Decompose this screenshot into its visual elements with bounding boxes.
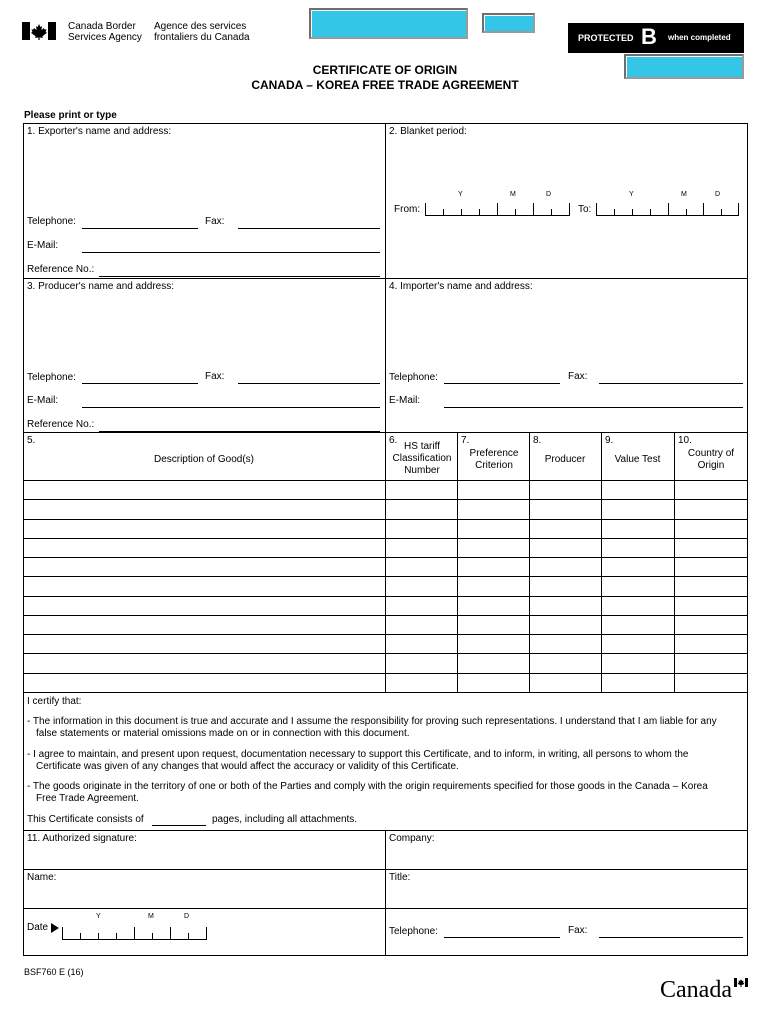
blanket-to-date-field[interactable]	[596, 191, 739, 217]
certify-item3-line2: Free Trade Agreement.	[36, 793, 139, 804]
exporter-fax-label: Fax:	[205, 216, 225, 227]
importer-telephone-field[interactable]	[444, 383, 560, 384]
print-form-button[interactable]	[482, 13, 535, 33]
col10-header: Country of Origin	[687, 448, 735, 471]
table-row[interactable]	[23, 499, 748, 500]
producer-email-label: E-Mail:	[27, 395, 59, 406]
authorized-signature-label: 11. Authorized signature:	[27, 833, 137, 844]
producer-telephone-label: Telephone:	[27, 372, 76, 383]
table-row[interactable]	[23, 480, 748, 481]
importer-fax-field[interactable]	[599, 383, 743, 384]
exporter-fax-field[interactable]	[238, 228, 380, 229]
blanket-from-date-field[interactable]	[425, 191, 570, 217]
pages-prefix: This Certificate consists of	[27, 814, 144, 825]
exporter-reference-label: Reference No.:	[27, 264, 95, 275]
sig-y-label: Y	[96, 913, 101, 920]
to-y-label: Y	[629, 191, 634, 198]
exporter-email-label: E-Mail:	[27, 240, 59, 251]
title-label: Title:	[389, 872, 411, 883]
exporter-label: 1. Exporter's name and address:	[27, 126, 172, 137]
table-row[interactable]	[23, 538, 748, 539]
exporter-reference-field[interactable]	[99, 276, 380, 277]
table-row[interactable]	[23, 596, 748, 597]
col9-number: 9.	[605, 435, 614, 446]
agency-name-en-line1: Canada Border	[68, 21, 136, 32]
col9-header: Value Test	[614, 454, 661, 465]
signer-telephone-label: Telephone:	[389, 926, 438, 937]
col7-number: 7.	[461, 435, 470, 446]
producer-email-field[interactable]	[82, 407, 380, 408]
exporter-telephone-label: Telephone:	[27, 216, 76, 227]
blanket-to-label: To:	[578, 204, 592, 215]
canada-flag-icon	[22, 22, 56, 40]
col8-header: Producer	[544, 454, 586, 465]
date-label: Date	[27, 922, 49, 933]
table-row[interactable]	[23, 653, 748, 654]
table-row[interactable]	[23, 557, 748, 558]
table-row[interactable]	[23, 576, 748, 577]
exporter-telephone-field[interactable]	[82, 228, 198, 229]
form-title-line1: CERTIFICATE OF ORIGIN	[312, 63, 458, 77]
to-d-label: D	[715, 191, 721, 198]
col5-number: 5.	[27, 435, 36, 446]
certify-item2-line2: Certificate was given of any changes that would affect the accuracy or validity of this Certificate.	[36, 761, 459, 772]
producer-label: 3. Producer's name and address:	[27, 281, 174, 292]
from-d-label: D	[546, 191, 552, 198]
from-y-label: Y	[458, 191, 463, 198]
table-row[interactable]	[23, 615, 748, 616]
protected-suffix: when completed	[668, 33, 731, 42]
importer-label: 4. Importer's name and address:	[389, 281, 533, 292]
col10-number: 10.	[678, 435, 692, 446]
producer-fax-field[interactable]	[238, 383, 380, 384]
certify-item1-line1: - The information in this document is true and accurate and I assume the responsibility for proving such representations. I understand that I am liable for any	[27, 716, 717, 727]
agency-name-fr-line1: Agence des services	[154, 21, 247, 32]
sig-m-label: M	[148, 913, 154, 920]
form-number: BSF760 E (16)	[24, 967, 84, 977]
producer-telephone-field[interactable]	[82, 383, 198, 384]
form-title-line2: CANADA – KOREA FREE TRADE AGREEMENT	[251, 78, 519, 92]
col5-header: Description of Good(s)	[153, 454, 255, 465]
print-instruction: Please print or type	[24, 110, 117, 121]
wordmark-flag-icon	[734, 978, 748, 987]
col6-number: 6.	[389, 435, 398, 446]
blanket-period-label: 2. Blanket period:	[389, 126, 467, 137]
certify-item2-line1: - I agree to maintain, and present upon request, documentation necessary to support this Certificate, and to inform, in writing, all persons to whom the	[27, 749, 689, 760]
col8-number: 8.	[533, 435, 542, 446]
col6-header: HS tariff Classification Number	[392, 441, 452, 476]
signer-fax-label: Fax:	[568, 925, 588, 936]
signature-date-field[interactable]	[62, 913, 207, 941]
producer-fax-label: Fax:	[205, 371, 225, 382]
protected-level: B	[641, 24, 657, 49]
table-row[interactable]	[23, 673, 748, 674]
from-m-label: M	[510, 191, 516, 198]
table-row[interactable]	[23, 519, 748, 520]
date-arrow-icon	[51, 923, 59, 933]
canada-wordmark	[660, 976, 750, 1006]
pages-suffix: pages, including all attachments.	[212, 814, 358, 825]
certify-item3-line1: - The goods originate in the territory of one or both of the Parties and comply with the origin requirements specified for those goods in the Canada – Korea	[27, 781, 708, 792]
canada-wordmark-text: Canada	[660, 977, 732, 1003]
producer-reference-label: Reference No.:	[27, 419, 95, 430]
sig-d-label: D	[184, 913, 190, 920]
exporter-email-field[interactable]	[82, 252, 380, 253]
blanket-from-label: From:	[394, 204, 421, 215]
certify-intro: I certify that:	[27, 696, 82, 707]
to-m-label: M	[681, 191, 687, 198]
certify-item1-line2: false statements or material omissions made on or in connection with this document.	[36, 728, 410, 739]
importer-email-field[interactable]	[444, 407, 743, 408]
protected-label: PROTECTED	[578, 33, 634, 43]
agency-name-en-line2: Services Agency	[68, 32, 142, 43]
signer-telephone-field[interactable]	[444, 937, 560, 938]
col7-header: Preference Criterion	[469, 448, 519, 471]
pages-count-field[interactable]	[152, 825, 206, 826]
table-row[interactable]	[23, 634, 748, 635]
importer-fax-label: Fax:	[568, 371, 588, 382]
importer-email-label: E-Mail:	[389, 395, 421, 406]
agency-name-fr-line2: frontaliers du Canada	[154, 32, 250, 43]
company-label: Company:	[389, 833, 435, 844]
protected-b-banner	[568, 23, 744, 53]
save-form-button[interactable]	[309, 8, 468, 39]
signer-fax-field[interactable]	[599, 937, 743, 938]
importer-telephone-label: Telephone:	[389, 372, 438, 383]
name-label: Name:	[27, 872, 57, 883]
